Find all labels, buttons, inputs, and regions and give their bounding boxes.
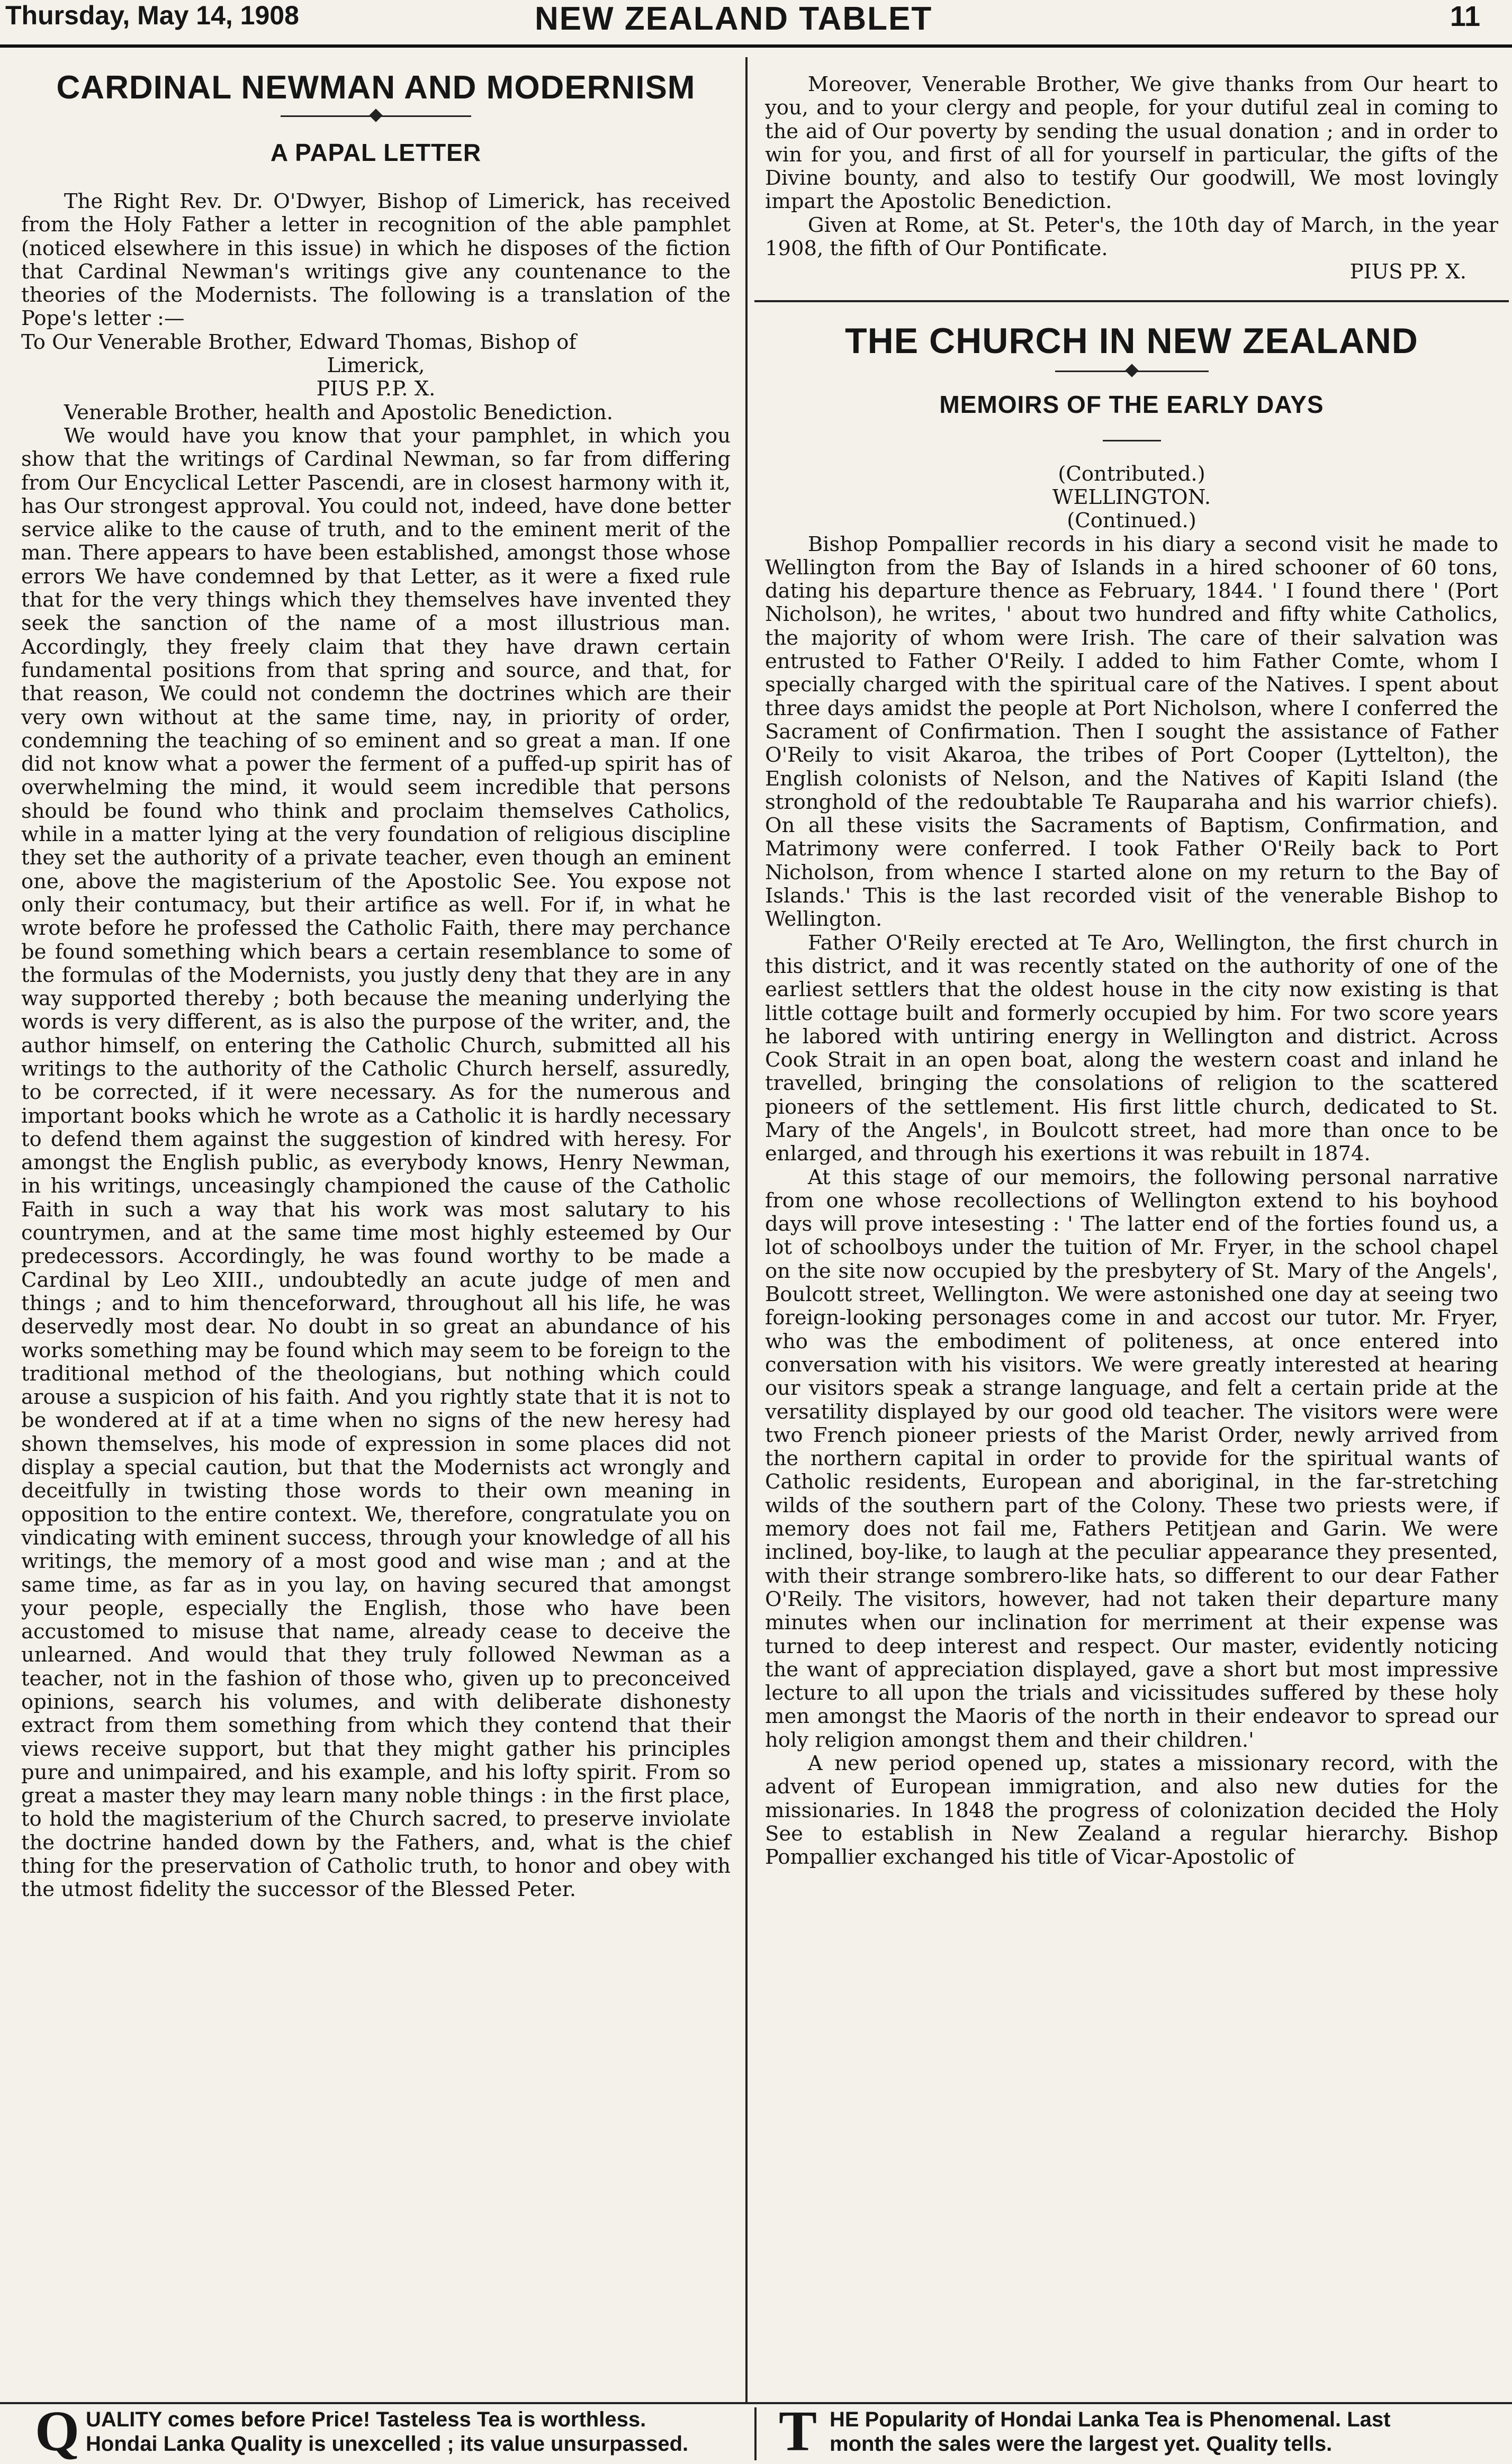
article-headline-2: THE CHURCH IN NEW ZEALAND bbox=[845, 320, 1418, 361]
letter-greeting: Venerable Brother, health and Apostolic Benediction. bbox=[64, 400, 614, 425]
letter-address bbox=[21, 331, 731, 354]
ad-dropcap: Q bbox=[35, 2400, 80, 2463]
article-subhead-2: MEMOIRS OF THE EARLY DAYS bbox=[939, 390, 1324, 418]
page-number: 11 bbox=[1450, 1, 1480, 32]
tea-ad-popularity bbox=[779, 2400, 1490, 2463]
publication-title: NEW ZEALAND TABLET bbox=[535, 1, 933, 37]
headline-ornament-2 bbox=[1055, 365, 1209, 377]
short-rule bbox=[1103, 440, 1161, 441]
ad-line: HE Popularity of Hondai Lanka Tea is Phenomenal. Last bbox=[830, 2408, 1391, 2431]
page-header bbox=[0, 0, 1512, 48]
headline-ornament bbox=[281, 110, 471, 122]
section-divider bbox=[754, 300, 1509, 302]
memoir-paragraph-2: Father O'Reily erected at Te Aro, Wellington, the first church in this district, and it was recently stated on the authority of one of the earliest settlers that the oldest house in the city now existing is that little cottage built and formerly occupied by him. For two score years he labored with untiring energy in Wellington and district. Across Cook Strait in an open boat, along the western coast and inland he travelled, bringing the consolations of religion to the scattered pioneers of the settlement. His first little church, dedicated to St. Mary of the Angels', in Boulcott street, had more than once to be enlarged, and through his exertions it was rebuilt in 1874. bbox=[765, 931, 1498, 1166]
memoir-paragraph-1: Bishop Pompallier records in his diary a second visit he made to Wellington from the Bay of Islands in a hired schooner of 60 tons, dating his departure thence as February, 1844. ' I found there ' (Port Nicholson), he writes, ' about two hundred and fifty white Catholics, the majority of whom were Irish. The care of their salvation was entrusted to Father O'Reily. I added to him Father Comte, whom I specially charged with the spiritual care of the Natives. I spent about three days amidst the people at Port Nicholson, where I conferred the Sacrament of Confirmation. Then I sought the assistance of Father O'Reily to visit Akaroa, the tribes of Port Cooper (Lyttelton), the English colonists of Nelson, and the Natives of Kapiti Island (the stronghold of the redoubtable Te Rauparaha and his warrior chiefs). On all these visits the Sacraments of Baptism, Confirmation, and Matrimony were conferred. I took Father O'Reily back to Port Nicholson, from whence I started alone on my return to the Bay of Islands.' This is the last recorded visit of the venerable Bishop to Wellington. bbox=[765, 532, 1498, 932]
left-column bbox=[21, 64, 731, 1902]
continued-note: (Continued.) bbox=[1067, 509, 1196, 533]
column-divider bbox=[745, 57, 748, 2402]
address-line-1: To Our Venerable Brother, Edward Thomas, Bishop of bbox=[21, 330, 577, 354]
right-column bbox=[765, 57, 1498, 1869]
footer-divider bbox=[754, 2407, 757, 2460]
letter-body: We would have you know that your pamphlet, in which you show that the writings of Cardinal Newman, so far from differing from Our Encyclical Letter Pascendi, are in closest harmony with it, has Our strongest approval. You could not, indeed, have done better service alike to the cause of truth, and to the eminent merit of the man. There appears to have been established, amongst those whose errors We have condemned by that Letter, as it were a fixed rule that for the very things which they themselves have invented they seek the sanction of the name of a most illustrious man. Accordingly, they freely claim that they have drawn certain fundamental positions from that spring and source, and that, for that reason, We could not condemn the doctrines which are their very own without at the same time, nay, in priority of order, condemning the teaching of so eminent and so great a man. If one did not know what a power the ferment of a puffed-up spirit has of overwhelming the mind, it would seem incredible that persons should be found who think and proclaim themselves Catholics, while in a matter lying at the very foundation of religious discipline they set the authority of a private teacher, even though an eminent one, above the magisterium of the Apostolic See. You expose not only their contumacy, but their artifice as well. For if, in what he wrote before he professed the Catholic Faith, there may perchance be found something which bears a certain resemblance to some of the formulas of the Modernists, you justly deny that they are in any way supported thereby ; both because the meaning underlying the words is very different, as is also the purpose of the writer, and, the author himself, on entering the Catholic Church, submitted all his writings to the authority of the Catholic Church herself, assuredly, to be corrected, if it were necessary. As for the numerous and important books which he wrote as a Catholic it is hardly necessary to defend them against the suggestion of kindred with heresy. For amongst the English public, as everybody knows, Henry Newman, in his writings, unceasingly championed the cause of the Catholic Faith in such a way that his work was most salutary to his countrymen, and at the same time most highly esteemed by Our predecessors. Accordingly, he was found worthy to be made a Cardinal by Leo XIII., undoubtedly an acute judge of men and things ; and to him thenceforward, throughout all his life, he was deservedly most dear. No doubt in so great an abundance of his works something may be found which may seem to be foreign to the traditional method of the theologians, but nothing which could arouse a suspicion of his faith. And you rightly state that it is not to be wondered at if at a time when no signs of the new heresy had shown themselves, his mode of expression in some places did not display a special caution, but that the Modernists act wrongly and deceitfully in twisting those words to their own meaning in opposition to the entire context. We, therefore, congratulate you on vindicating with eminent success, through your knowledge of all his writings, the memory of a most good and wise man ; and at the same time, as far as in you lay, on having secured that amongst your people, especially the English, those who have been accustomed to misuse that name, already cease to deceive the unlearned. And would that they truly followed Newman as a teacher, not in the fashion of those who, given up to preconceived opinions, search his volumes, and with deliberate dishonesty extract from them something from which they contend that their views receive support, but that they might gather his principles pure and unimpaired, and his example, and his lofty spirit. From so great a master they may learn many noble things : in the first place, to hold the magisterium of the Church sacred, to preserve inviolate the doctrine handed down by the Fathers, and, what is the chief thing for the preservation of Catholic truth, to honor and obey with the utmost fidelity the successor of the Blessed Peter. bbox=[21, 423, 731, 1902]
footer-rule bbox=[0, 2402, 1512, 2404]
tea-ad-quality bbox=[35, 2400, 741, 2463]
memoir-paragraph-4: A new period opened up, states a missionary record, with the advent of European immigration, and also new duties for the missionaries. In 1848 the progress of colonization decided the Holy See to establish in New Zealand a regular hierarchy. Bishop Pompallier exchanged his title of Vicar-Apostolic of bbox=[765, 1752, 1498, 1870]
letter-continuation: Moreover, Venerable Brother, We give thanks from Our heart to you, and to your clergy and people, for your dutiful zeal in coming to the aid of Our poverty by sending the usual donation ; and in order to win for you, and first of all for yourself in particular, the gifts of the Divine bounty, and also to testify Our goodwill, We most lovingly impart the Apostolic Benediction. bbox=[765, 73, 1498, 214]
ad-line: month the sales were the largest yet. Quality tells. bbox=[830, 2432, 1333, 2456]
ad-line: UALITY comes before Price! Tasteless Tea is worthless. bbox=[86, 2408, 646, 2431]
article-headline: CARDINAL NEWMAN AND MODERNISM bbox=[56, 69, 696, 106]
ad-dropcap: T bbox=[779, 2400, 817, 2463]
article-subhead: A PAPAL LETTER bbox=[270, 139, 482, 166]
contributed-note: (Contributed.) bbox=[1058, 462, 1205, 486]
article-intro: The Right Rev. Dr. O'Dwyer, Bishop of Limerick, has received from the Holy Father a letter in recognition of the able pamphlet (noticed elsewhere in this issue) in which he disposes of the fiction that Cardinal Newman's writings give any countenance to the theories of the Modernists. The following is a translation of the Pope's letter :— bbox=[21, 189, 731, 331]
address-line-2: Limerick, bbox=[327, 354, 425, 378]
place-heading: WELLINGTON. bbox=[1052, 485, 1211, 509]
letter-signature-top: PIUS P.P. X. bbox=[316, 377, 436, 401]
letter-given: Given at Rome, at St. Peter's, the 10th day of March, in the year 1908, the fifth of Our Pontificate. bbox=[765, 213, 1498, 261]
ad-line: Hondai Lanka Quality is unexcelled ; its value unsurpassed. bbox=[86, 2432, 689, 2456]
letter-signature: PIUS PP. X. bbox=[1349, 260, 1466, 284]
issue-date: Thursday, May 14, 1908 bbox=[5, 1, 299, 30]
memoir-paragraph-3: At this stage of our memoirs, the following personal narrative from one whose recollections of Wellington extend to his boyhood days will prove intesesting : ' The latter end of the forties found us, a lot of schoolboys under the tuition of Mr. Fryer, in the school chapel on the site now occupied by the presbytery of St. Mary of the Angels', Boulcott street, Wellington. We were astonished one day at seeing two foreign-looking personages come in and accost our tutor. Mr. Fryer, who was the embodiment of politeness, at once entered into conversation with his visitors. We were greatly interested at hearing our visitors speak a strange language, and felt a certain pride at the versatility displayed by our good old teacher. The visitors were were two French pioneer priests of the Marist Order, newly arrived from the northern capital in order to provide for the spiritual wants of Catholic residents, European and aboriginal, in the far-stretching wilds of the southern part of the Colony. These two priests were, if memory does not fail me, Fathers Petitjean and Garin. We were inclined, boy-like, to laugh at the peculiar appearance they presented, with their strange sombrero-like hats, so different to our dear Father O'Reily. The visitors, however, had not taken their departure many minutes when our inclination for merriment at their expense was turned to deep interest and respect. Our master, evidently noticing the want of appreciation displayed, gave a short but most impressive lecture to all upon the trials and vicissitudes suffered by these holy men amongst the Maoris of the north in their endeavor to spread our holy religion amongst them and their children.' bbox=[765, 1165, 1498, 1752]
